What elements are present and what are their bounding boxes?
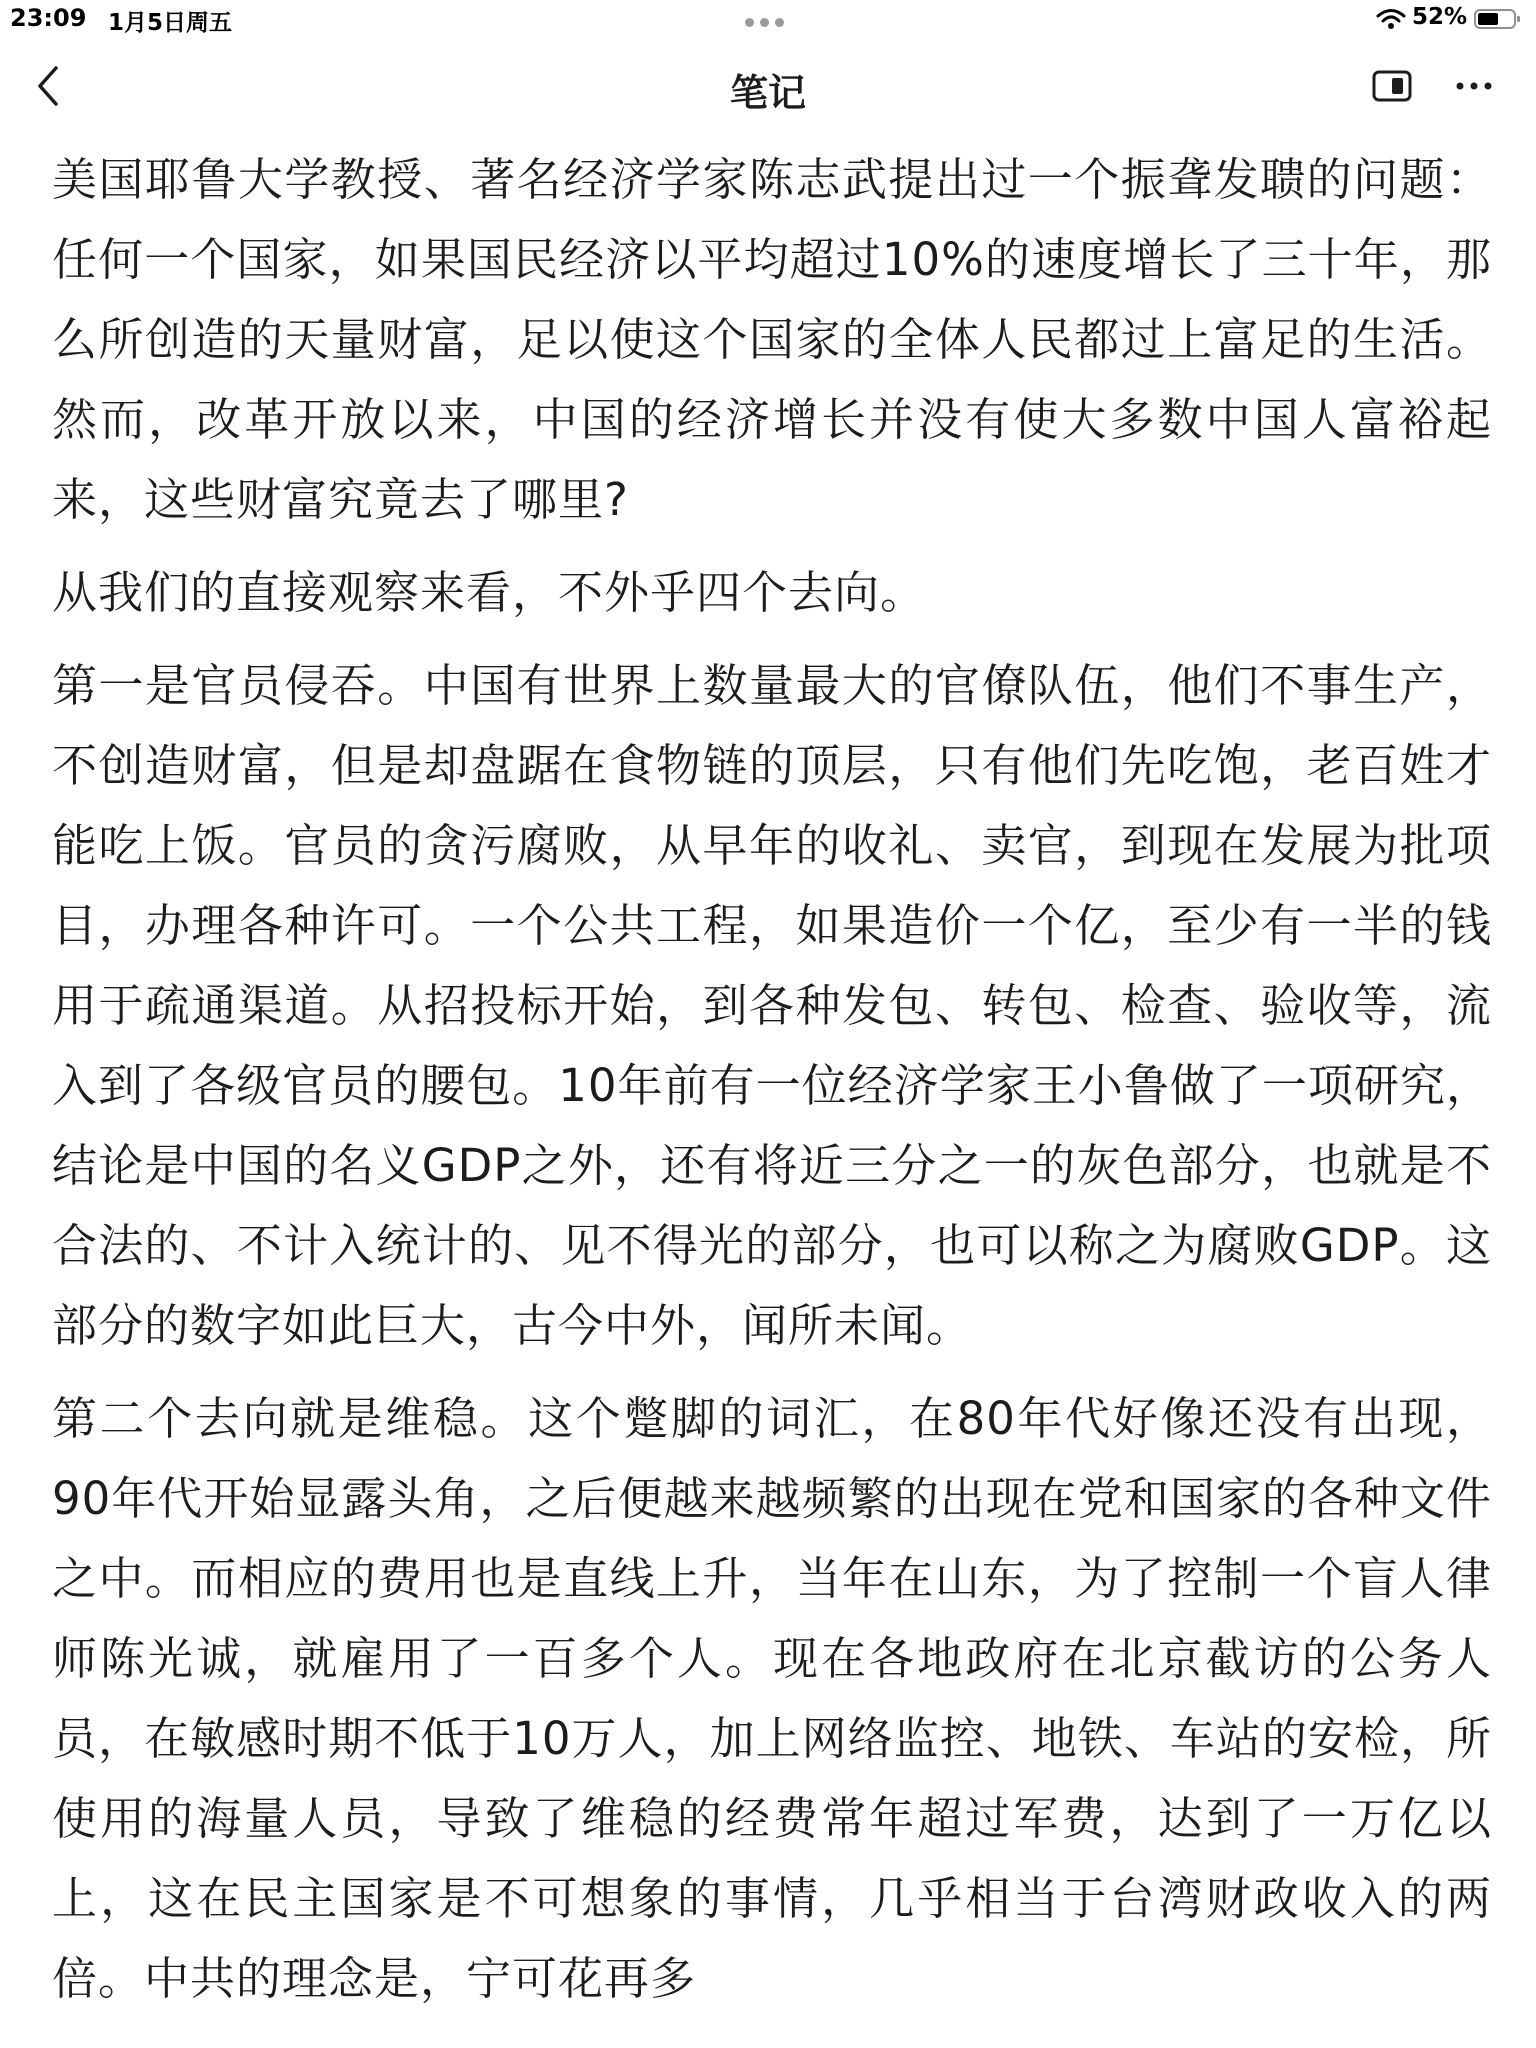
- more-icon[interactable]: [1454, 76, 1494, 96]
- battery-percent: 52%: [1412, 4, 1468, 30]
- layout-toggle-icon[interactable]: [1370, 66, 1414, 106]
- page-title: 笔记: [729, 71, 806, 115]
- status-time: 23:09: [10, 4, 87, 32]
- note-paragraph: 美国耶鲁大学教授、著名经济学家陈志武提出过一个振聋发聩的问题：任何一个国家，如果国民经济以平均超过10%的速度增长了三十年，那么所创造的天量财富，足以使这个国家的全体人民都过上富足的生活。然而，改革开放以来，中国的经济增长并没有使大多数中国人富裕起来，这些财富究竟去了哪里?: [52, 153, 1492, 526]
- status-date: 1月5日周五: [108, 10, 233, 36]
- note-paragraph: 第一是官员侵吞。中国有世界上数量最大的官僚队伍，他们不事生产，不创造财富，但是却盘踞在食物链的顶层，只有他们先吃饱，老百姓才能吃上饭。官员的贪污腐败，从早年的收礼、卖官，到现在发展为批项目，办理各种许可。一个公共工程，如果造价一个亿，至少有一半的钱用于疏通渠道。从招投标开始，到各种发包、转包、检查、验收等，流入到了各级官员的腰包。10年前有一位经济学家王小鲁做了一项研究，结论是中国的名义GDP之外，还有将近三分之一的灰色部分，也就是不合法的、不计入统计的、见不得光的部分，也可以称之为腐败GDP。这部分的数字如此巨大，古今中外，闻所未闻。: [52, 659, 1492, 1352]
- note-paragraph: 第二个去向就是维稳。这个蹩脚的词汇，在80年代好像还没有出现，90年代开始显露头角，之后便越来越频繁的出现在党和国家的各种文件之中。而相应的费用也是直线上升，当年在山东，为了控制一个盲人律师陈光诚，就雇用了一百多个人。现在各地政府在北京截访的公务人员，在敏感时期不低于10万人，加上网络监控、地铁、车站的安检，所使用的海量人员，导致了维稳的经费常年超过军费，达到了一万亿以上，这在民主国家是不可想象的事情，几乎相当于台湾财政收入的两倍。中共的理念是，宁可花再多: [52, 1392, 1492, 2005]
- wifi-icon: [1376, 8, 1406, 30]
- note-paragraph: 从我们的直接观察来看，不外乎四个去向。: [52, 566, 927, 619]
- battery-icon: [1474, 8, 1522, 30]
- nav-bar: [0, 44, 1536, 140]
- multitask-dots-icon[interactable]: [745, 12, 791, 24]
- status-bar: [0, 0, 1536, 40]
- note-body[interactable]: [52, 140, 1492, 2032]
